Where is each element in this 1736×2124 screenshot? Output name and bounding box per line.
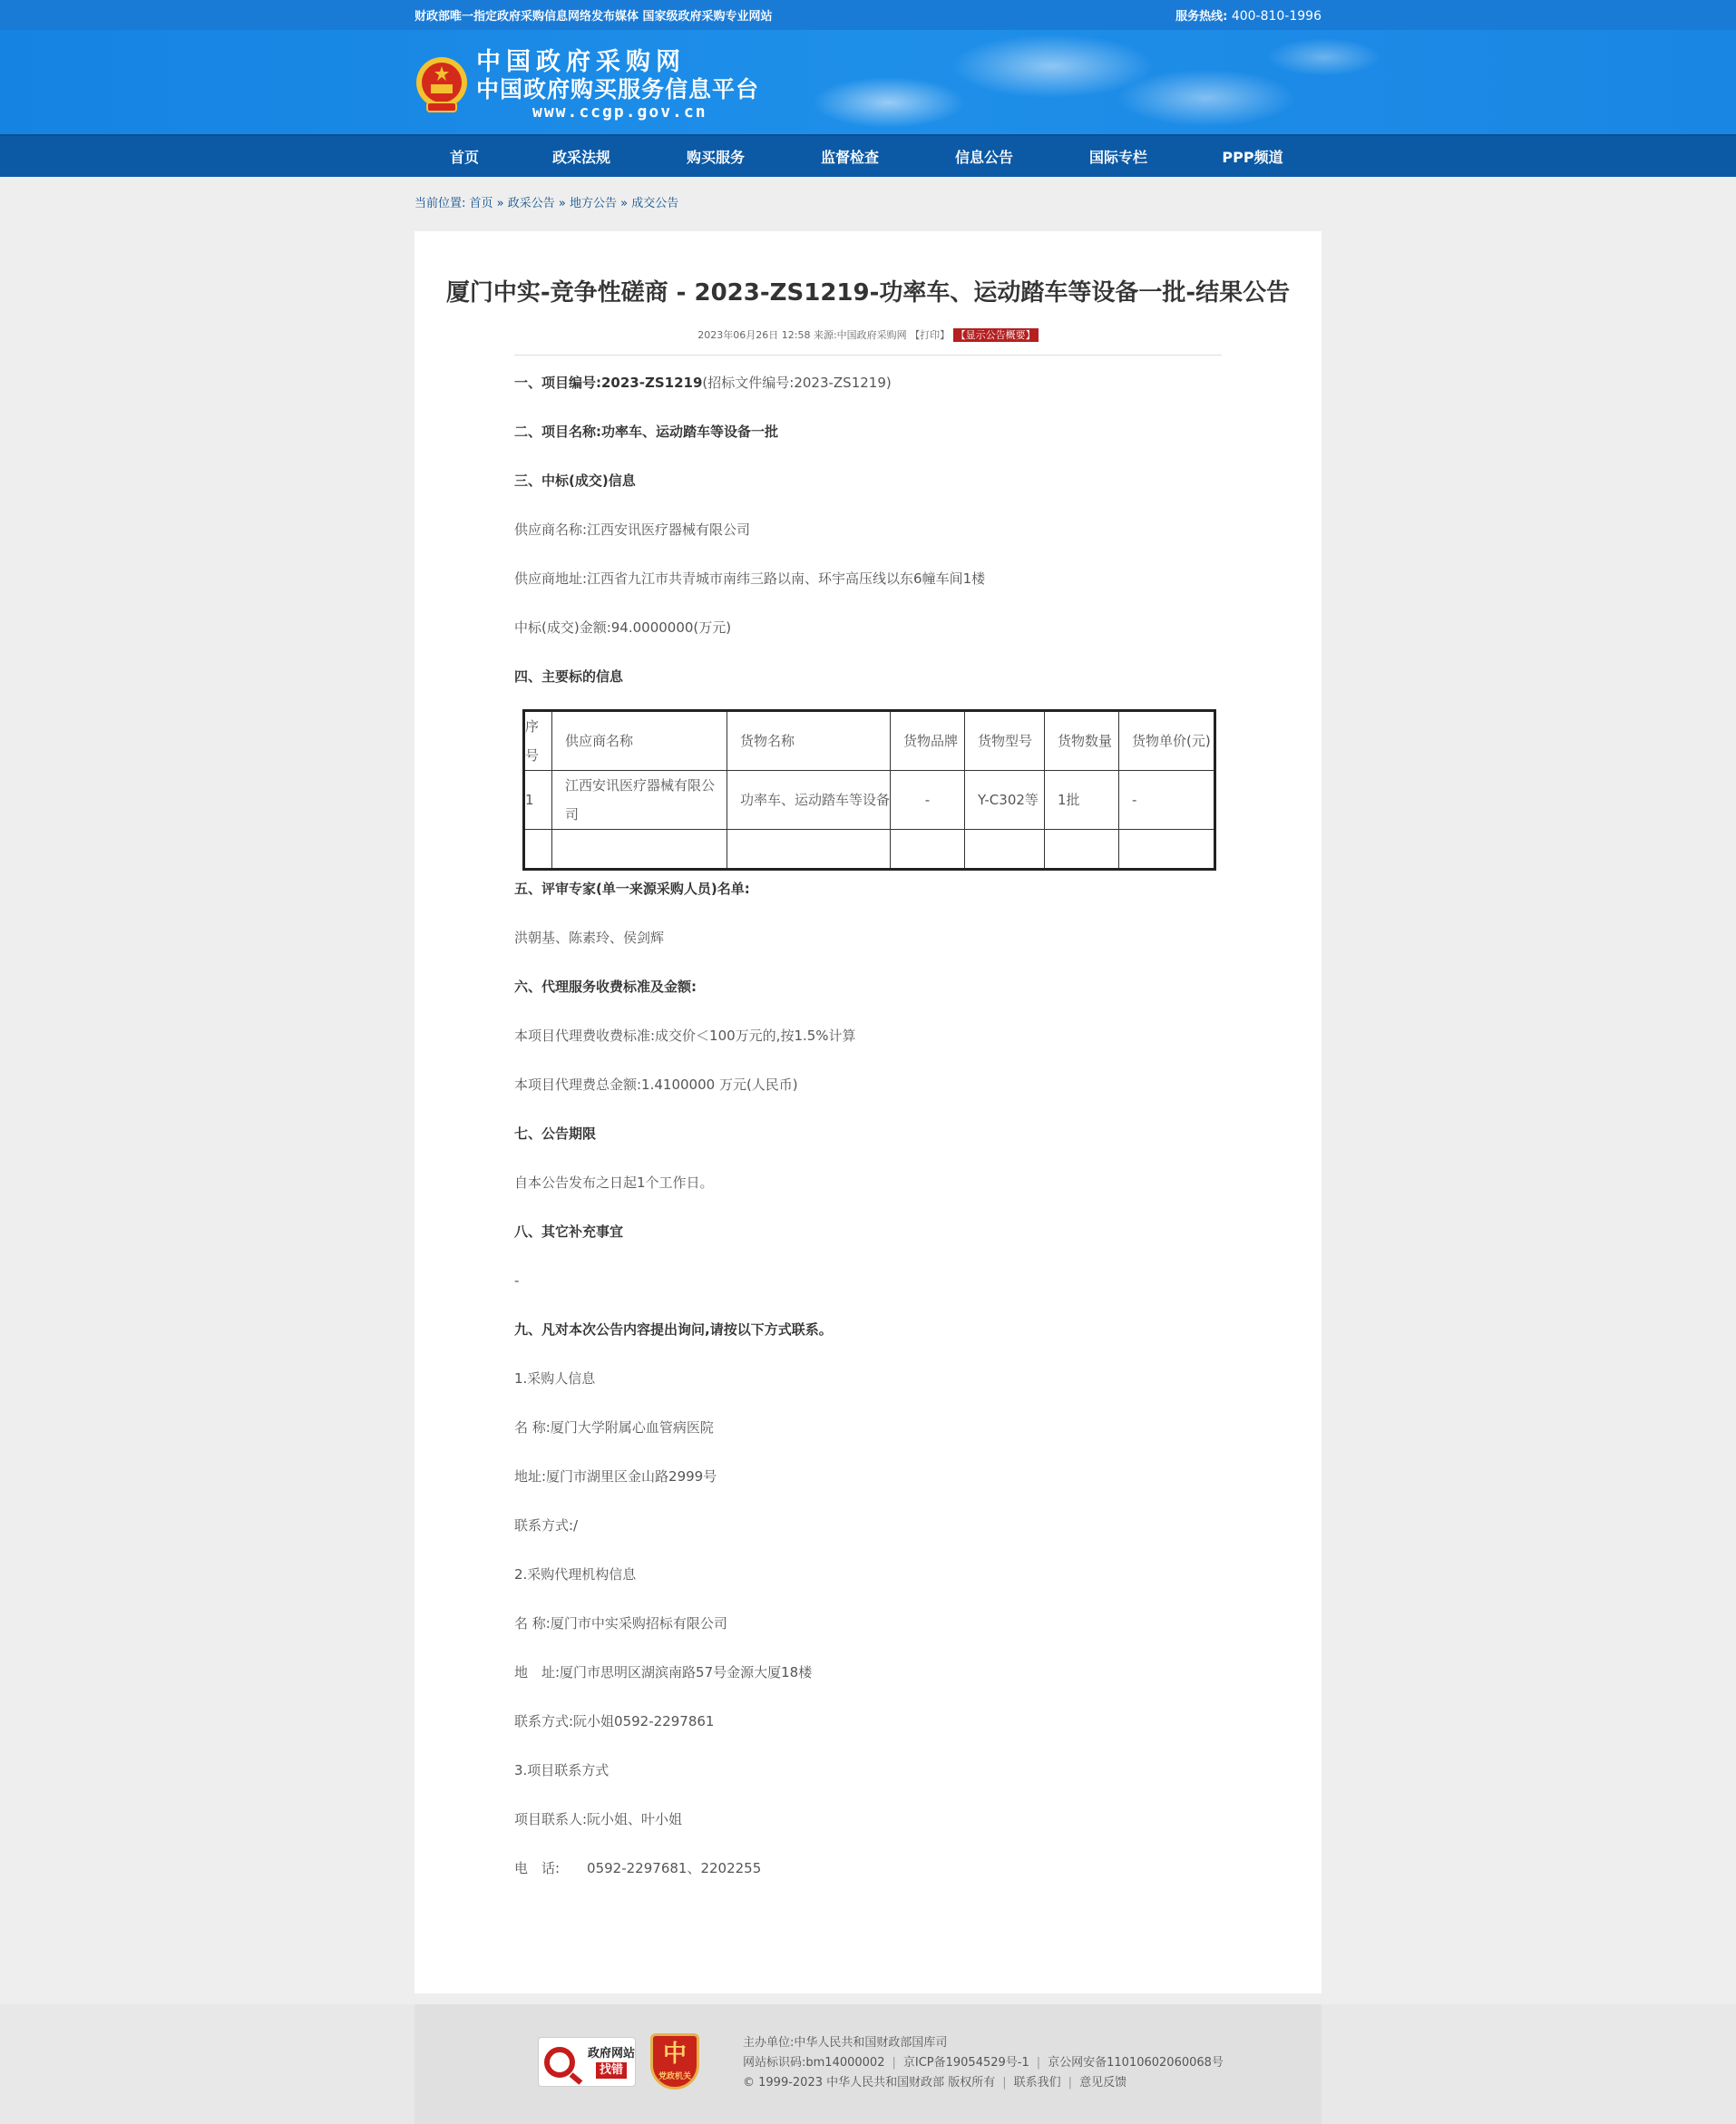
notice-period: 自本公告发布之日起1个工作日。 [514, 1174, 714, 1191]
project-contact-person: 项目联系人:阮小姐、叶小姐 [514, 1811, 683, 1827]
site-logo[interactable] [414, 48, 759, 122]
breadcrumb: 当前位置: 首页 » 政采公告 » 地方公告 » 成交公告 [414, 197, 679, 210]
expert-names: 洪朝基、陈素玲、侯剑辉 [514, 930, 665, 946]
footer [0, 2004, 1736, 2124]
table-header-cell: 货物型号 [965, 711, 1045, 771]
hotline-label: 服务热线: [1175, 10, 1228, 24]
purchaser-address: 地址:厦门市湖里区金山路2999号 [514, 1468, 717, 1485]
agency-name: 名 称:厦门市中实采购招标有限公司 [514, 1615, 727, 1632]
section-award-info: 三、中标(成交)信息 [514, 473, 636, 489]
table-header-cell: 货物数量 [1045, 711, 1119, 771]
project-contact-phone: 电 话: 0592-2297681、2202255 [514, 1860, 762, 1876]
nav-announcements[interactable]: 信息公告 [954, 149, 1013, 166]
site-slogan: 财政部唯一指定政府采购信息网络发布媒体 国家级政府采购专业网站 [414, 10, 773, 24]
table-cell: 功率车、运动踏车等设备 [727, 771, 891, 830]
magnifier-icon [544, 2047, 575, 2078]
feedback-link[interactable]: 意见反馈 [1079, 2076, 1127, 2090]
article-container [414, 231, 1322, 1993]
agency-info-heading: 2.采购代理机构信息 [514, 1566, 637, 1583]
hotline-number: 400-810-1996 [1231, 9, 1322, 24]
breadcrumb-home[interactable]: 首页 [469, 197, 493, 210]
main-nav [0, 134, 1736, 177]
table-header-row [524, 711, 1215, 771]
breadcrumb-procurement-notices[interactable]: 政采公告 [507, 197, 555, 210]
nav-regulations[interactable]: 政采法规 [551, 149, 610, 166]
purchaser-name: 名 称:厦门大学附属心血管病医院 [514, 1419, 714, 1436]
cloud-decoration [780, 30, 1415, 134]
project-contact-heading: 3.项目联系方式 [514, 1762, 610, 1778]
nav-international[interactable]: 国际专栏 [1088, 149, 1147, 166]
national-emblem-icon [414, 55, 469, 115]
supplier-name: 供应商名称:江西安讯医疗器械有限公司 [514, 521, 751, 538]
show-summary-button[interactable]: 【显示公告概要】 [953, 328, 1039, 342]
table-header-cell: 货物名称 [727, 711, 891, 771]
project-number-label: 一、项目编号: [514, 375, 601, 391]
table-cell: 江西安讯医疗器械有限公司 [552, 771, 727, 830]
section-agency-fee: 六、代理服务收费标准及金额: [514, 979, 697, 995]
publish-info: 2023年06月26日 12:58 来源:中国政府采购网 [697, 329, 911, 341]
award-amount: 中标(成交)金额:94.0000000(万元) [514, 619, 732, 636]
section-experts: 五、评审专家(单一来源采购人员)名单: [514, 881, 750, 897]
table-cell: 1 [524, 771, 552, 830]
badge-char: 中 [662, 2041, 687, 2068]
table-header-cell: 供应商名称 [552, 711, 727, 771]
badge-action: 找错 [596, 2062, 627, 2079]
host-unit: 主办单位:中华人民共和国财政部国库司 [743, 2036, 948, 2050]
tender-file-number: (招标文件编号:2023-ZS1219) [702, 375, 892, 391]
print-link[interactable]: 【打印】 [910, 329, 951, 341]
section-main-items: 四、主要标的信息 [514, 668, 624, 685]
supplier-address: 供应商地址:江西省九江市共青城市南纬三路以南、环宇高压线以东6幢车间1楼 [514, 570, 986, 587]
goods-table [522, 709, 1216, 871]
party-gov-badge[interactable] [650, 2033, 699, 2090]
table-header-cell: 货物单价(元) [1119, 711, 1215, 771]
logo-subtitle: 中国政府购买服务信息平台 [476, 76, 760, 102]
agency-contact: 联系方式:阮小姐0592-2297861 [514, 1713, 715, 1729]
agency-address: 地 址:厦门市思明区湖滨南路57号金源大厦18楼 [514, 1664, 813, 1681]
gov-site-error-report-badge[interactable] [538, 2037, 636, 2087]
table-cell: Y-C302等 [965, 771, 1045, 830]
project-number-code: 2023-ZS1219 [601, 375, 703, 391]
other-matters: - [514, 1272, 520, 1289]
purchaser-contact: 联系方式:/ [514, 1517, 579, 1534]
header-banner [0, 30, 1736, 134]
fee-standard: 本项目代理费收费标准:成交价＜100万元的,按1.5%计算 [514, 1028, 856, 1044]
article-meta [414, 327, 1322, 342]
article-title: 厦门中实-竞争性磋商 - 2023-ZS1219-功率车、运动踏车等设备一批-结果公告 [445, 279, 1291, 307]
breadcrumb-label: 当前位置: [414, 197, 466, 210]
table-cell: 1批 [1045, 771, 1119, 830]
section-notice-period: 七、公告期限 [514, 1125, 597, 1142]
table-row [524, 771, 1215, 830]
top-bar [0, 0, 1736, 30]
table-cell: - [891, 771, 965, 830]
table-header-cell: 货物品牌 [891, 711, 965, 771]
copyright: © 1999-2023 中华人民共和国财政部 版权所有 [743, 2076, 996, 2090]
table-cell: - [1119, 771, 1215, 830]
logo-url: www.ccgp.gov.cn [532, 102, 707, 122]
nav-supervision[interactable]: 监督检查 [820, 149, 879, 166]
nav-ppp[interactable]: PPP频道 [1222, 149, 1283, 166]
purchaser-info-heading: 1.采购人信息 [514, 1370, 596, 1387]
article-body [514, 356, 1222, 1877]
project-number [514, 374, 1222, 392]
police-record-link[interactable]: 京公网安备11010602060068号 [1048, 2056, 1224, 2070]
badge-title: 政府网站 [588, 2046, 636, 2061]
breadcrumb-deal-notices[interactable]: 成交公告 [631, 197, 679, 210]
project-name: 二、项目名称:功率车、运动踏车等设备一批 [514, 424, 779, 440]
section-other-matters: 八、其它补充事宜 [514, 1223, 624, 1240]
nav-purchase-services[interactable]: 购买服务 [686, 149, 745, 166]
contact-us-link[interactable]: 联系我们 [1013, 2076, 1061, 2090]
icp-link[interactable]: 京ICP备19054529号-1 [902, 2056, 1029, 2070]
logo-title: 中国政府采购网 [476, 48, 686, 76]
section-contact: 九、凡对本次公告内容提出询问,请按以下方式联系。 [514, 1321, 833, 1338]
table-header-cell: 序号 [524, 711, 552, 771]
breadcrumb-local-notices[interactable]: 地方公告 [570, 197, 618, 210]
badge-label: 党政机关 [658, 2072, 691, 2081]
hotline [1175, 6, 1322, 24]
footer-info: 主办单位:中华人民共和国财政部国库司 网站标识码:bm14000002 | 京ICP备19054529号-1 | 京公网安备11010602060068号 © 1999-2023 中华人民共和国财政部 版权所有 | 联系我们 | 意见反馈 [743, 2033, 1224, 2093]
table-row-empty [524, 830, 1215, 870]
fee-total: 本项目代理费总金额:1.4100000 万元(人民币) [514, 1077, 798, 1093]
site-id: 网站标识码:bm14000002 [743, 2056, 885, 2070]
nav-home[interactable]: 首页 [449, 149, 479, 166]
